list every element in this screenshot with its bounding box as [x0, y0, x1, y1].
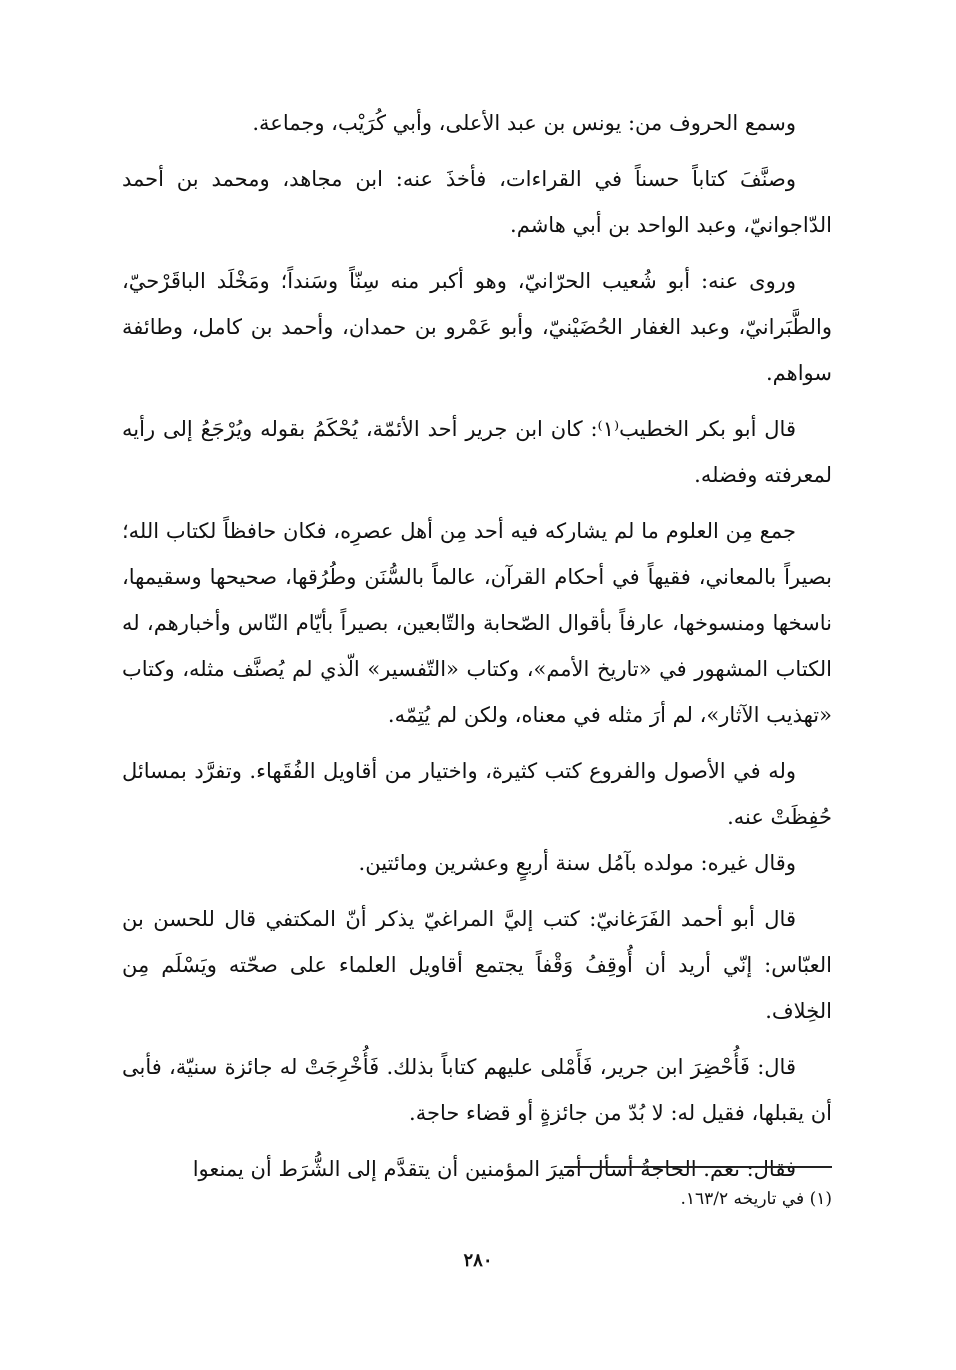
- paragraph-farghani: قال أبو أحمد الفَرَغانيّ: كتب إليَّ المراغيّ يذكر أنّ المكتفي قال للحسن بن العبّاس: إنّي أريد أن أُوقِفُ وَقْفاً يجتمع أقاويل العلماء على صحّته ويَسْلَم مِن الخِلاف.: [122, 907, 832, 1023]
- footnote: (١) في تاريخه ١٦٣/٢.: [680, 1189, 832, 1209]
- paragraph-heard-letters: وسمع الحروف من: يونس بن عبد الأعلى، وأبي كُرَيْب، وجماعة.: [252, 111, 796, 135]
- footnote-divider: [564, 1166, 832, 1168]
- paragraph-request: فقال: نعم. الحاجةُ أسأل أميرَ المؤمنين أن يتقدَّم إلى الشُّرَط أن يمنعوا: [192, 1157, 796, 1181]
- paragraph-usul-furu: وله في الأصول والفروع كتب كثيرة، واختيار من أقاويل الفُقَهاء. وتفرَّد بمسائل حُفِظَتْ عنه.: [122, 759, 832, 829]
- body-text: [122, 100, 832, 1202]
- page-number: ٢٨٠: [463, 1250, 493, 1271]
- paragraph-khatib-quote: قال أبو بكر الخطيب⁽١⁾: كان ابن جرير أحد الأئمّة، يُحْكَمُ بقوله ويُرْجَعُ إلى رأيه لمعرفته وفضله.: [122, 417, 832, 487]
- paragraph-reward: قال: فَأُحْضِرَ ابن جرير، فَأَمْلى عليهم كتاباً بذلك. فَأُخْرِجَتْ له جائزة سنيّة، فأبى أن يقبلها، فقيل له: لا بُدّ من جائزةٍ أو قضاء حاجة.: [122, 1055, 832, 1125]
- paragraph-birth: وقال غيره: مولده بآمُل سنة أربعٍ وعشرين ومائتين.: [358, 851, 796, 875]
- paragraph-qiraat-book: وصنَّفَ كتاباً حسناً في القراءات، فأخذَ عنه: ابن مجاهد، ومحمد بن أحمد الدّاجوانيّ، وعبد الواحد بن أبي هاشم.: [122, 167, 832, 237]
- paragraph-narrators: وروى عنه: أبو شُعيب الحرّانيّ، وهو أكبر منه سِنّاً وسَنداً؛ ومَخْلَد الباقَرْحيّ، والطَّبَرانيّ، وعبد الغفار الحُضَيْنيّ، وأبو عَمْرو بن حمدان، وأحمد بن كامل، وطائفة سواهم.: [122, 269, 832, 385]
- paragraph-sciences: جمع مِن العلوم ما لم يشاركه فيه أحد مِن أهل عصرِه، فكان حافظاً لكتاب الله؛ بصيراً بالمعاني، فقيهاً في أحكام القرآن، عالماً بالسُّنَن وطُرُقها، صحيحها وسقيمها، ناسخها ومنسوخها، عارفاً بأقوال الصّحابة والتّابعين، بصيراً بأيّام النّاس وأخبارهم، له الكتاب المشهور في «تاريخ الأمم»، وكتاب «التّفسير» الّذي لم يُصنَّف مثله، وكتاب «تهذيب الآثار»، لم أرَ مثله في معناه، ولكن لم يُتِمّه.: [122, 519, 832, 727]
